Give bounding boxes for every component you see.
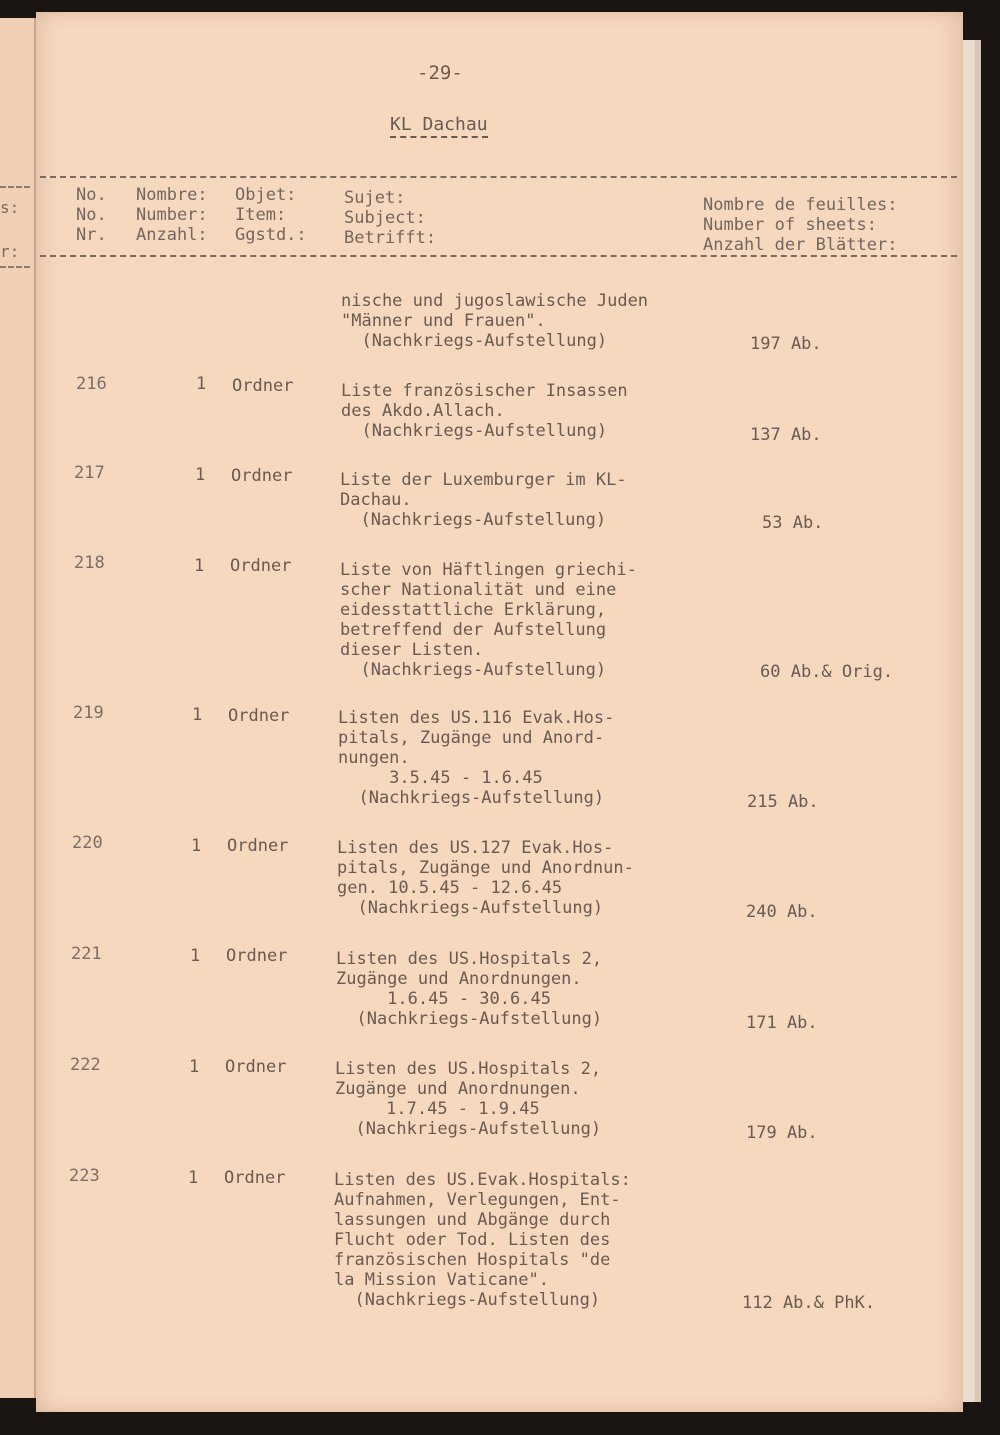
entry-sheets: 112 Ab.& PhK. <box>742 1293 876 1313</box>
entry-count: 1 <box>191 836 202 856</box>
entry-number: 216 <box>76 374 107 394</box>
header-subject: Sujet: Subject: Betrifft: <box>344 188 437 248</box>
entry-count: 1 <box>189 1057 200 1077</box>
entry-subject: Listen des US.Evak.Hospitals: Aufnahmen, Verlegungen, Ent- lassungen und Abgänge durch Flucht oder Tod. Listen des französischen Hospitals "de la Mission Vaticane". (Nachkriegs-Aufstellung) <box>334 1170 631 1310</box>
header-rule-top <box>40 176 957 178</box>
header-object: Objet: Item: Ggstd.: <box>235 185 307 245</box>
entry-sheets: 197 Ab. <box>750 334 822 354</box>
entry-count: 1 <box>195 465 206 485</box>
entry-subject: Listen des US.127 Evak.Hos- pitals, Zugänge und Anordnun- gen. 10.5.45 - 12.6.45 (Nachkriegs-Aufstellung) <box>337 838 634 918</box>
entry-count: 1 <box>194 556 205 576</box>
entry-item: Ordner <box>226 946 288 966</box>
entry-number: 223 <box>69 1166 100 1186</box>
entry-subject: Listen des US.Hospitals 2, Zugänge und Anordnungen. 1.7.45 - 1.9.45 (Nachkriegs-Aufstellung) <box>335 1059 602 1139</box>
prev-page-mark: s: <box>0 198 20 217</box>
entry-number: 221 <box>71 944 102 964</box>
entry-item: Ordner <box>227 836 289 856</box>
header-number: Nombre: Number: Anzahl: <box>136 185 208 245</box>
header-rule-bottom <box>40 255 957 257</box>
entry-subject: Listen des US.116 Evak.Hos- pitals, Zugänge und Anord- nungen. 3.5.45 - 1.6.45 (Nachkriegs-Aufstellung) <box>338 708 615 808</box>
entry-subject: nische und jugoslawische Juden "Männer und Frauen". (Nachkriegs-Aufstellung) <box>341 291 649 351</box>
previous-page-edge <box>0 18 36 1398</box>
entry-number: 218 <box>74 553 105 573</box>
entry-sheets: 240 Ab. <box>746 902 818 922</box>
prev-page-rule <box>0 266 30 268</box>
entry-sheets: 137 Ab. <box>750 425 822 445</box>
entry-item: Ordner <box>230 556 292 576</box>
entry-subject: Listen des US.Hospitals 2, Zugänge und Anordnungen. 1.6.45 - 30.6.45 (Nachkriegs-Aufstellung) <box>336 949 603 1029</box>
entry-sheets: 53 Ab. <box>762 513 824 533</box>
entry-number: 220 <box>72 833 103 853</box>
page-number: -29- <box>417 62 463 84</box>
entry-count: 1 <box>190 946 201 966</box>
prev-page-rule <box>0 186 30 188</box>
entry-number: 219 <box>73 703 104 723</box>
entry-item: Ordner <box>231 466 293 486</box>
entry-item: Ordner <box>225 1057 287 1077</box>
header-sheets: Nombre de feuilles: Number of sheets: Anzahl der Blätter: <box>703 195 898 255</box>
entry-item: Ordner <box>228 706 290 726</box>
entry-item: Ordner <box>224 1168 286 1188</box>
entry-item: Ordner <box>232 376 294 396</box>
entry-number: 222 <box>70 1055 101 1075</box>
entry-sheets: 171 Ab. <box>746 1013 818 1033</box>
entry-subject: Liste der Luxemburger im KL- Dachau. (Nachkriegs-Aufstellung) <box>340 470 627 530</box>
entry-sheets: 60 Ab.& Orig. <box>760 662 894 682</box>
entry-count: 1 <box>192 705 203 725</box>
entry-subject: Liste von Häftlingen griechi- scher Nationalität und eine eidesstattliche Erklärung, betreffend der Aufstellung dieser Listen. (Nachkriegs-Aufstellung) <box>340 560 637 680</box>
entry-count: 1 <box>196 374 207 394</box>
entry-sheets: 179 Ab. <box>746 1123 818 1143</box>
entry-subject: Liste französischer Insassen des Akdo.Allach. (Nachkriegs-Aufstellung) <box>341 381 628 441</box>
prev-page-mark: r: <box>0 242 20 261</box>
document-title: KL Dachau <box>390 115 488 138</box>
page-edge-shadow <box>975 40 981 1402</box>
entry-number: 217 <box>74 463 105 483</box>
entry-count: 1 <box>188 1168 199 1188</box>
header-no: No. No. Nr. <box>76 185 107 245</box>
entry-sheets: 215 Ab. <box>747 792 819 812</box>
